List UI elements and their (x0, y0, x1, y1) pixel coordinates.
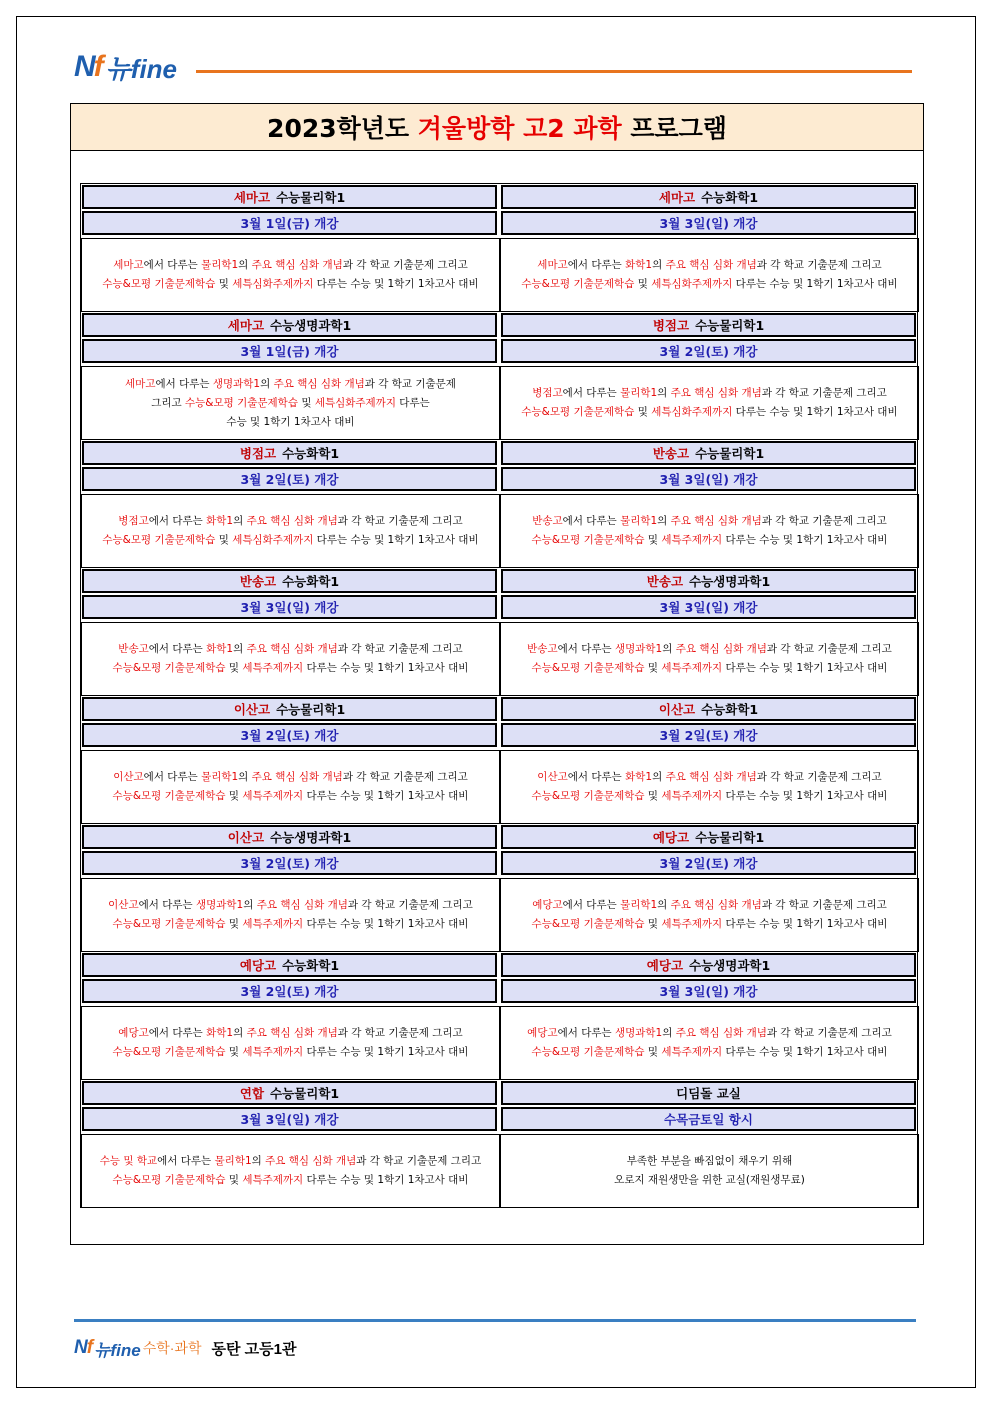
brand-logo (74, 50, 177, 84)
description-line (108, 896, 473, 915)
description-text: 세특주제까지 (661, 790, 723, 802)
description-text: 의 (657, 515, 671, 527)
course-school: 이산고 (227, 830, 265, 845)
description-text: 과 각 학교 기출문제 그리고 (337, 1027, 463, 1039)
description-text: 및 (225, 662, 243, 674)
description-text: 주요 핵심 심화 개념 (256, 899, 348, 911)
description-text: 과 각 학교 기출문제 그리고 (337, 643, 463, 655)
description-line (532, 1043, 888, 1062)
description-line (118, 1024, 462, 1043)
description-text: 병점고 (532, 387, 563, 399)
description-line (532, 384, 887, 403)
description-text: 의 (652, 259, 666, 271)
course-description (500, 1134, 919, 1208)
description-line (151, 394, 430, 413)
course-cell (81, 440, 500, 568)
footer (74, 1336, 296, 1360)
page-title: 2023학년도 겨울방학 고2 과학 프로그램 (71, 104, 923, 151)
description-text: 물리학1 (620, 899, 658, 911)
course-school: 병점고 (239, 446, 277, 461)
description-text: 에서 다루는 (567, 771, 626, 783)
description-text: 부족한 부분을 빠짐없이 채우기 위해 (626, 1155, 793, 1167)
course-title (82, 185, 497, 209)
course-school: 반송고 (652, 446, 690, 461)
description-line (532, 659, 888, 678)
description-text: 세특주제까지 (661, 918, 723, 930)
description-text: 주요 핵심 심화 개념 (665, 259, 757, 271)
description-text: 예당고 (118, 1027, 149, 1039)
description-text: 과 각 학교 기출문제 그리고 (761, 387, 887, 399)
course-name: 디딤돌 교실 (676, 1086, 741, 1101)
description-text: 반송고 (532, 515, 563, 527)
description-text: 및 (644, 534, 662, 546)
description-text: 세특주제까지 (242, 662, 304, 674)
description-text: 수능&모평 기출문제학습 (521, 278, 635, 290)
description-text: 다루는 수능 및 1학기 1차고사 대비 (303, 1046, 469, 1058)
description-text: 반송고 (118, 643, 149, 655)
description-text: 수능&모평 기출문제학습 (102, 534, 216, 546)
description-text: 이산고 (537, 771, 568, 783)
course-description (500, 366, 919, 440)
description-text: 세마고 (537, 259, 568, 271)
course-start-date: 3월 2일(토) 개강 (501, 339, 916, 363)
course-title (82, 1081, 497, 1105)
description-text: 다루는 수능 및 1학기 1차고사 대비 (313, 534, 479, 546)
description-text: 생명과학1 (212, 377, 261, 390)
course-title (501, 1081, 916, 1105)
course-description (81, 494, 500, 568)
description-text: 에서 다루는 (562, 515, 621, 527)
description-text: 화학1 (625, 259, 653, 271)
description-text: 및 (644, 1046, 662, 1058)
course-cell (81, 824, 500, 952)
course-cell (500, 824, 919, 952)
description-text: 과 각 학교 기출문제 그리고 (756, 771, 882, 783)
description-text: 세특심화주제까지 (232, 278, 314, 290)
course-description (81, 238, 500, 312)
description-text: 의 (233, 643, 247, 655)
description-text: 의 (662, 1027, 676, 1039)
description-line (532, 787, 888, 806)
description-text: 물리학1 (201, 771, 239, 783)
description-line (118, 640, 462, 659)
description-text: 세마고 (125, 377, 156, 390)
description-line (527, 1024, 892, 1043)
description-line (521, 275, 897, 294)
description-text: 생명과학1 (195, 899, 244, 911)
description-text: 및 (215, 534, 233, 546)
description-text: 화학1 (206, 515, 234, 527)
course-cell (500, 1080, 919, 1208)
description-text: 화학1 (206, 643, 234, 655)
description-text: 생명과학1 (614, 643, 663, 655)
course-name: 수능생명과학1 (270, 830, 352, 845)
description-text: 및 (225, 918, 243, 930)
course-name: 수능생명과학1 (689, 574, 771, 589)
description-text: 주요 핵심 심화 개념 (246, 643, 338, 655)
description-text: 세특주제까지 (661, 534, 723, 546)
description-text: 물리학1 (201, 259, 239, 271)
description-text: 의 (657, 899, 671, 911)
description-text: 세특주제까지 (661, 1046, 723, 1058)
footer-campus: 동탄 고등1관 (211, 1340, 297, 1358)
description-text: 세특심화주제까지 (651, 278, 733, 290)
description-text: 및 (634, 406, 652, 418)
description-text: 의 (251, 1155, 266, 1167)
course-grid (80, 183, 918, 1208)
course-name: 수능물리학1 (695, 318, 765, 333)
course-start-date: 3월 2일(토) 개강 (501, 723, 916, 747)
course-school: 세마고 (227, 318, 265, 333)
description-text: 과 각 학교 기출문제 그리고 (761, 515, 887, 527)
description-text: 다루는 수능 및 1학기 1차고사 대비 (722, 790, 888, 802)
description-text: 이산고 (113, 771, 144, 783)
course-cell (500, 440, 919, 568)
course-cell (500, 312, 919, 440)
description-line (627, 1152, 793, 1171)
description-line (113, 915, 469, 934)
course-start-date: 3월 3일(일) 개강 (501, 595, 916, 619)
description-text: 다루는 수능 및 1학기 1차고사 대비 (303, 918, 469, 930)
description-text: 세특주제까지 (242, 790, 304, 802)
course-cell (81, 312, 500, 440)
description-text: 에서 다루는 (138, 899, 196, 911)
description-text: 주요 핵심 심화 개념 (251, 259, 343, 271)
description-line (532, 896, 887, 915)
course-school: 예당고 (646, 958, 684, 973)
description-text: 다루는 (395, 396, 430, 409)
course-description (81, 622, 500, 696)
description-text: 수능&모평 기출문제학습 (112, 790, 226, 802)
description-text: 다루는 수능 및 1학기 1차고사 대비 (303, 790, 469, 802)
course-cell (81, 568, 500, 696)
description-text: 수능 및 1학기 1차고사 대비 (226, 415, 355, 428)
course-title (82, 953, 497, 977)
course-description (500, 750, 919, 824)
course-name: 수능화학1 (282, 574, 340, 589)
course-name: 수능화학1 (282, 446, 340, 461)
description-line (113, 787, 469, 806)
description-text: 주요 핵심 심화 개념 (665, 771, 757, 783)
description-text: 에서 다루는 (155, 377, 213, 390)
description-text: 및 (644, 662, 662, 674)
course-start-date: 3월 3일(일) 개강 (501, 211, 916, 235)
course-description (81, 1006, 500, 1080)
course-name: 수능생명과학1 (689, 958, 771, 973)
description-line (113, 1043, 469, 1062)
course-name: 수능물리학1 (695, 830, 765, 845)
course-name: 수능화학1 (701, 702, 759, 717)
course-description (81, 1134, 500, 1208)
course-school: 세마고 (658, 190, 696, 205)
course-cell (81, 184, 500, 312)
description-text: 수능&모평 기출문제학습 (531, 662, 645, 674)
logo-text: 뉴fine (105, 53, 178, 84)
description-line (532, 512, 887, 531)
description-line (113, 659, 469, 678)
course-start-date: 3월 1일(금) 개강 (82, 339, 497, 363)
description-text: 및 (225, 1174, 243, 1186)
description-text: 과 각 학교 기출문제 그리고 (342, 771, 468, 783)
course-name: 수능생명과학1 (270, 318, 352, 333)
description-text: 과 각 학교 기출문제 그리고 (766, 1027, 892, 1039)
description-text: 다루는 수능 및 1학기 1차고사 대비 (732, 278, 898, 290)
description-text: 수능&모평 기출문제학습 (112, 918, 226, 930)
footer-divider (74, 1319, 916, 1322)
description-line (537, 256, 881, 275)
course-title (82, 569, 497, 593)
description-line (125, 375, 456, 394)
course-name: 수능물리학1 (276, 190, 346, 205)
course-title (501, 953, 916, 977)
description-text: 수능&모평 기출문제학습 (531, 1046, 645, 1058)
description-text: 의 (233, 1027, 247, 1039)
course-school: 병점고 (652, 318, 690, 333)
description-text: 예당고 (532, 899, 563, 911)
course-school: 이산고 (658, 702, 696, 717)
description-line (537, 768, 881, 787)
course-description (81, 366, 500, 440)
description-text: 이산고 (108, 899, 139, 911)
description-text: 수능&모평 기출문제학습 (112, 1046, 226, 1058)
course-start-date: 3월 2일(토) 개강 (82, 851, 497, 875)
description-text: 수능 및 학교 (99, 1155, 158, 1167)
description-text: 세특주제까지 (661, 662, 723, 674)
course-start-date: 3월 3일(일) 개강 (82, 1107, 497, 1131)
description-text: 에서 다루는 (148, 643, 207, 655)
description-text: 생명과학1 (614, 1027, 663, 1039)
description-line (532, 915, 888, 934)
description-text: 및 (225, 790, 243, 802)
description-text: 과 각 학교 기출문제 그리고 (347, 899, 473, 911)
description-text: 수능&모평 기출문제학습 (531, 790, 645, 802)
description-text: 수능&모평 기출문제학습 (531, 918, 645, 930)
description-text: 의 (652, 771, 666, 783)
course-school: 예당고 (239, 958, 277, 973)
description-text: 과 각 학교 기출문제 그리고 (756, 259, 882, 271)
course-description (81, 750, 500, 824)
description-text: 의 (243, 899, 257, 911)
course-title (501, 185, 916, 209)
course-school: 예당고 (652, 830, 690, 845)
course-title (82, 441, 497, 465)
description-text: 의 (233, 515, 247, 527)
description-text: 물리학1 (620, 515, 658, 527)
course-name: 수능물리학1 (270, 1086, 340, 1101)
description-text: 수능&모평 기출문제학습 (102, 278, 216, 290)
description-line (113, 768, 468, 787)
description-text: 주요 핵심 심화 개념 (670, 387, 762, 399)
course-description (500, 622, 919, 696)
description-text: 에서 다루는 (562, 899, 621, 911)
description-text: 의 (662, 643, 676, 655)
course-cell (500, 696, 919, 824)
course-title (501, 313, 916, 337)
course-description (500, 494, 919, 568)
description-text: 및 (215, 278, 233, 290)
header-divider (196, 70, 912, 73)
course-school: 이산고 (233, 702, 271, 717)
description-text: 수능&모평 기출문제학습 (185, 396, 298, 409)
description-text: 예당고 (527, 1027, 558, 1039)
description-text: 의 (260, 377, 274, 390)
description-text: 주요 핵심 심화 개념 (670, 515, 762, 527)
description-text: 세특심화주제까지 (651, 406, 733, 418)
description-text: 에서 다루는 (562, 387, 621, 399)
description-text: 다루는 수능 및 1학기 1차고사 대비 (722, 662, 888, 674)
description-text: 화학1 (625, 771, 653, 783)
course-title (501, 697, 916, 721)
description-text: 다루는 수능 및 1학기 1차고사 대비 (732, 406, 898, 418)
description-text: 세특심화주제까지 (232, 534, 314, 546)
course-start-date: 3월 2일(토) 개강 (82, 979, 497, 1003)
course-cell (500, 952, 919, 1080)
description-text: 과 각 학교 기출문제 그리고 (337, 515, 463, 527)
description-text: 다루는 수능 및 1학기 1차고사 대비 (303, 1174, 469, 1186)
description-text: 병점고 (118, 515, 149, 527)
description-line (102, 275, 478, 294)
description-text: 주요 핵심 심화 개념 (273, 377, 365, 390)
logo-mark: Nf (74, 50, 102, 83)
description-text: 주요 핵심 심화 개념 (246, 1027, 338, 1039)
description-text: 에서 다루는 (157, 1155, 215, 1167)
course-description (81, 878, 500, 952)
description-text: 수능&모평 기출문제학습 (521, 406, 635, 418)
description-line (527, 640, 892, 659)
description-text: 오로지 재원생만을 위한 교실(재원생무료) (614, 1174, 805, 1186)
description-text: 에서 다루는 (143, 771, 202, 783)
description-text: 세특주제까지 (242, 1046, 304, 1058)
description-text: 다루는 수능 및 1학기 1차고사 대비 (313, 278, 479, 290)
description-text: 및 (644, 918, 662, 930)
course-cell (81, 696, 500, 824)
description-text: 주요 핵심 심화 개념 (265, 1155, 357, 1167)
course-name: 수능화학1 (701, 190, 759, 205)
description-line (113, 256, 468, 275)
description-text: 의 (238, 771, 252, 783)
course-school: 반송고 (646, 574, 684, 589)
description-text: 다루는 수능 및 1학기 1차고사 대비 (722, 534, 888, 546)
course-cell (81, 1080, 500, 1208)
course-name: 수능화학1 (282, 958, 340, 973)
course-start-date: 3월 2일(토) 개강 (82, 467, 497, 491)
course-description (500, 878, 919, 952)
description-text: 다루는 수능 및 1학기 1차고사 대비 (722, 918, 888, 930)
description-line (226, 413, 354, 432)
description-text: 다루는 수능 및 1학기 1차고사 대비 (722, 1046, 888, 1058)
description-line (532, 531, 888, 550)
description-text: 에서 다루는 (148, 515, 207, 527)
description-line (521, 403, 897, 422)
description-text: 수능&모평 기출문제학습 (531, 534, 645, 546)
course-start-date: 3월 3일(일) 개강 (501, 979, 916, 1003)
description-line (102, 531, 478, 550)
description-text: 세특심화주제까지 (314, 396, 396, 409)
course-title (501, 441, 916, 465)
course-description (500, 1006, 919, 1080)
description-text: 및 (297, 396, 315, 409)
description-text: 에서 다루는 (143, 259, 202, 271)
description-text: 세마고 (113, 259, 144, 271)
course-school: 반송고 (239, 574, 277, 589)
description-text: 과 각 학교 기출문제 (364, 377, 456, 390)
description-text: 과 각 학교 기출문제 그리고 (342, 259, 468, 271)
description-text: 에서 다루는 (557, 643, 615, 655)
description-text: 과 각 학교 기출문제 그리고 (356, 1155, 482, 1167)
description-text: 주요 핵심 심화 개념 (246, 515, 338, 527)
description-text: 수능&모평 기출문제학습 (112, 662, 226, 674)
description-text: 주요 핵심 심화 개념 (675, 1027, 767, 1039)
course-title (501, 825, 916, 849)
description-text: 다루는 수능 및 1학기 1차고사 대비 (303, 662, 469, 674)
description-text: 주요 핵심 심화 개념 (670, 899, 762, 911)
footer-subject: 수학·과학 (142, 1340, 202, 1356)
course-cell (81, 952, 500, 1080)
course-start-date: 3월 1일(금) 개강 (82, 211, 497, 235)
description-text: 세특주제까지 (242, 1174, 304, 1186)
footer-brand: 뉴fine (94, 1340, 141, 1360)
description-line (113, 1171, 469, 1190)
course-name: 수능물리학1 (276, 702, 346, 717)
description-text: 주요 핵심 심화 개념 (251, 771, 343, 783)
description-text: 과 각 학교 기출문제 그리고 (761, 899, 887, 911)
description-text: 에서 다루는 (148, 1027, 207, 1039)
course-start-date: 3월 3일(일) 개강 (501, 467, 916, 491)
footer-logo-mark: Nf (74, 1337, 93, 1358)
description-text: 및 (644, 790, 662, 802)
course-title (501, 569, 916, 593)
course-title (82, 313, 497, 337)
description-text: 반송고 (527, 643, 558, 655)
course-start-date: 수목금토일 항시 (501, 1107, 916, 1131)
course-description (500, 238, 919, 312)
course-title (82, 825, 497, 849)
description-line (118, 512, 462, 531)
description-text: 및 (634, 278, 652, 290)
description-text: 및 (225, 1046, 243, 1058)
course-start-date: 3월 3일(일) 개강 (82, 595, 497, 619)
description-text: 의 (238, 259, 252, 271)
description-text: 물리학1 (214, 1155, 252, 1167)
description-text: 그리고 (151, 396, 186, 409)
description-text: 주요 핵심 심화 개념 (675, 643, 767, 655)
description-text: 화학1 (206, 1027, 234, 1039)
course-cell (500, 568, 919, 696)
description-text: 물리학1 (620, 387, 658, 399)
description-line (614, 1171, 805, 1190)
description-text: 에서 다루는 (557, 1027, 615, 1039)
description-text: 과 각 학교 기출문제 그리고 (766, 643, 892, 655)
description-text: 수능&모평 기출문제학습 (112, 1174, 226, 1186)
description-text: 에서 다루는 (567, 259, 626, 271)
course-start-date: 3월 2일(토) 개강 (82, 723, 497, 747)
description-text: 세특주제까지 (242, 918, 304, 930)
course-cell (500, 184, 919, 312)
description-text: 의 (657, 387, 671, 399)
course-name: 수능물리학1 (695, 446, 765, 461)
course-title (82, 697, 497, 721)
description-line (100, 1152, 481, 1171)
course-school: 세마고 (233, 190, 271, 205)
course-school: 연합 (239, 1086, 265, 1101)
course-start-date: 3월 2일(토) 개강 (501, 851, 916, 875)
